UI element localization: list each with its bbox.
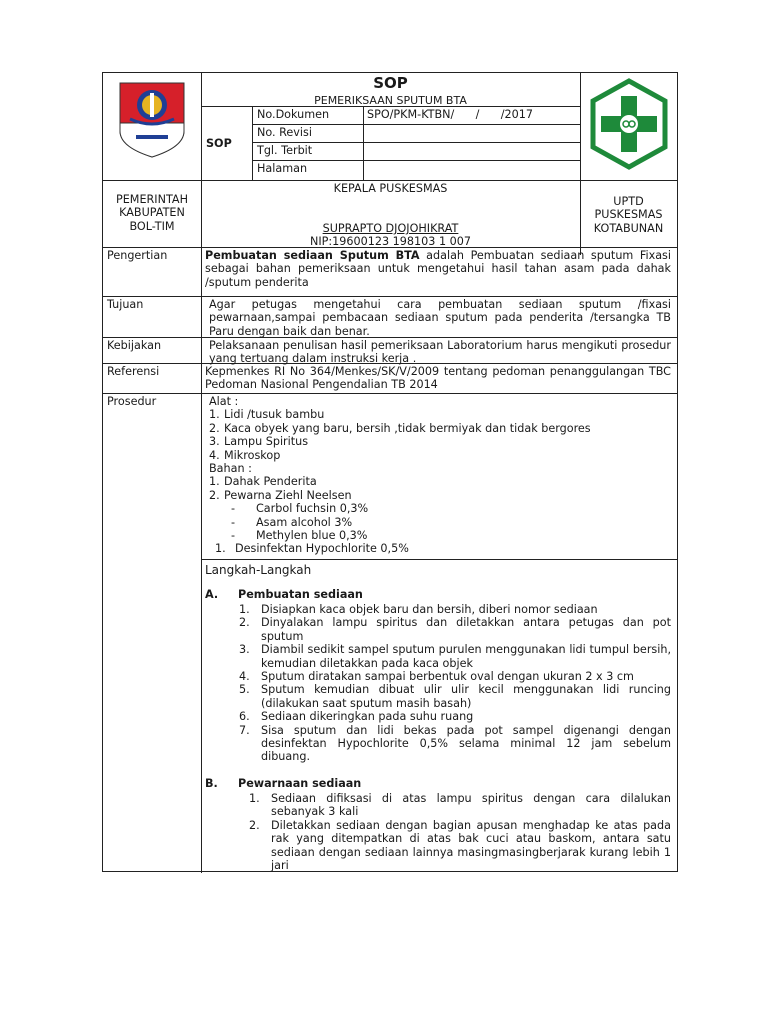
doc-value-nodokumen: SPO/PKM-KTBN/ / /2017 <box>367 108 533 121</box>
label-tujuan: Tujuan <box>107 298 144 311</box>
step-a-4: 4. Sputum diratakan sampai berbentuk oval dengan ukuran 2 x 3 cm <box>239 670 634 684</box>
signatory-name: SUPRAPTO DJOJOHIKRAT <box>322 222 459 235</box>
label-prosedur: Prosedur <box>107 395 157 408</box>
doc-label-revisi: No. Revisi <box>257 126 312 139</box>
pewarna-item: - Asam alcohol 3% <box>231 515 353 529</box>
step-a-1: 1. Disiapkan kaca objek baru dan bersih, diberi nomor sediaan <box>239 603 598 616</box>
bahan-item: 2. Pewarna Ziehl Neelsen <box>209 488 352 502</box>
step-a-7: 7. Sisa sputum dan lidi bekas pada pot sampel digenangi dengan desinfektan Hypochlorite 0,5% selama minimal 12 jam sebelum dibuang. <box>239 723 671 764</box>
section-a-steps <box>239 603 671 764</box>
issuer-left: PEMERINTAH KABUPATEN BOL-TIM <box>115 193 188 233</box>
step-b-1: 1. Sediaan difiksasi di atas lampu spiritus dengan cara dilalukan sebanyak 3 kali <box>249 792 671 819</box>
document-title: SOP <box>373 74 408 92</box>
pengertian-text: adalah Pembuatan sediaan sputum Fixasi sebagai bahan pemeriksaan untuk mengetahui hasil tahan asam pada dahak /sputum penderita <box>205 249 671 289</box>
sop-label: SOP <box>206 137 232 150</box>
alat-item: 4. Mikroskop <box>209 448 281 462</box>
pengertian-bold: Pembuatan sediaan Sputum BTA <box>205 249 420 262</box>
alat-item: 2. Kaca obyek yang baru, bersih ,tidak bermiyak dan tidak bergores <box>209 421 591 435</box>
doc-label-halaman: Halaman <box>257 162 308 175</box>
text-pengertian <box>205 249 671 289</box>
bahan-title: Bahan : <box>209 462 252 476</box>
section-b-letter: B. <box>205 777 218 790</box>
signatory-role: KEPALA PUSKESMAS <box>333 182 448 195</box>
alat-section <box>209 395 669 556</box>
alat-title: Alat : <box>209 395 239 408</box>
label-referensi: Referensi <box>107 365 160 378</box>
step-a-2: 2. Dinyalakan lampu spiritus dan diletakkan antara petugas dan pot sputum <box>239 616 671 643</box>
puskesmas-logo <box>589 78 669 170</box>
alat-item: 3. Lampu Spiritus <box>209 435 309 449</box>
label-kebijakan: Kebijakan <box>107 339 162 352</box>
desinfektan-item: 1. Desinfektan Hypochlorite 0,5% <box>215 542 409 556</box>
signatory-nip: NIP:19600123 198103 1 007 <box>310 235 471 248</box>
pewarna-item: - Methylen blue 0,3% <box>231 529 368 543</box>
step-a-3: 3. Diambil sedikit sampel sputum purulen menggunakan lidi tumpul bersih, kemudian diletakkan pada kaca objek <box>239 643 671 670</box>
doc-label-tglterbit: Tgl. Terbit <box>257 144 313 157</box>
pewarna-item: - Carbol fuchsin 0,3% <box>231 502 369 516</box>
step-a-5: 5. Sputum kemudian dibuat ulir ulir kecil menggunakan lidi runcing (dilakukan saat sputum masih basah) <box>239 683 671 710</box>
langkah-title: Langkah-Langkah <box>205 563 312 577</box>
section-a-title: Pembuatan sediaan <box>238 588 363 601</box>
step-a-6: 6. Sediaan dikeringkan pada suhu ruang <box>239 710 474 724</box>
text-referensi: Kepmenkes RI No 364/Menkes/SK/V/2009 tentang pedoman penanggulangan TBC Pedoman Nasional Pengendalian TB 2014 <box>205 365 671 392</box>
label-pengertian: Pengertian <box>107 249 168 262</box>
doc-label-nodokumen: No.Dokumen <box>257 108 330 121</box>
section-a-letter: A. <box>205 588 219 601</box>
bahan-item: 1. Dahak Penderita <box>209 475 317 489</box>
text-tujuan: Agar petugas mengetahui cara pembuatan sediaan sputum /fixasi pewarnaan,sampai pembacaan sediaan sputum pada penderita /tersangka TB Paru dengan baik dan benar. <box>209 298 671 338</box>
section-b-steps <box>249 792 671 872</box>
sop-document <box>102 72 678 872</box>
document-subtitle: PEMERIKSAAN SPUTUM BTA <box>314 94 467 107</box>
section-b-title: Pewarnaan sediaan <box>238 777 362 790</box>
regency-crest-logo <box>116 79 188 159</box>
step-b-2: 2. Diletakkan sediaan dengan bagian apusan menghadap ke atas pada rak yang ditempatkan di atas bak cuci atau baskom, antara satu sediaan dengan sediaan lainnya masingmasingberjarak kurang lebih 1 jari <box>249 818 671 873</box>
issuer-right: UPTD PUSKESMAS KOTABUNAN <box>593 195 664 235</box>
text-kebijakan: Pelaksanaan penulisan hasil pemeriksaan Laboratorium harus mengikuti prosedur yang tertuang dalam instruksi kerja . <box>209 339 671 366</box>
alat-item: 1. Lidi /tusuk bambu <box>209 408 325 422</box>
